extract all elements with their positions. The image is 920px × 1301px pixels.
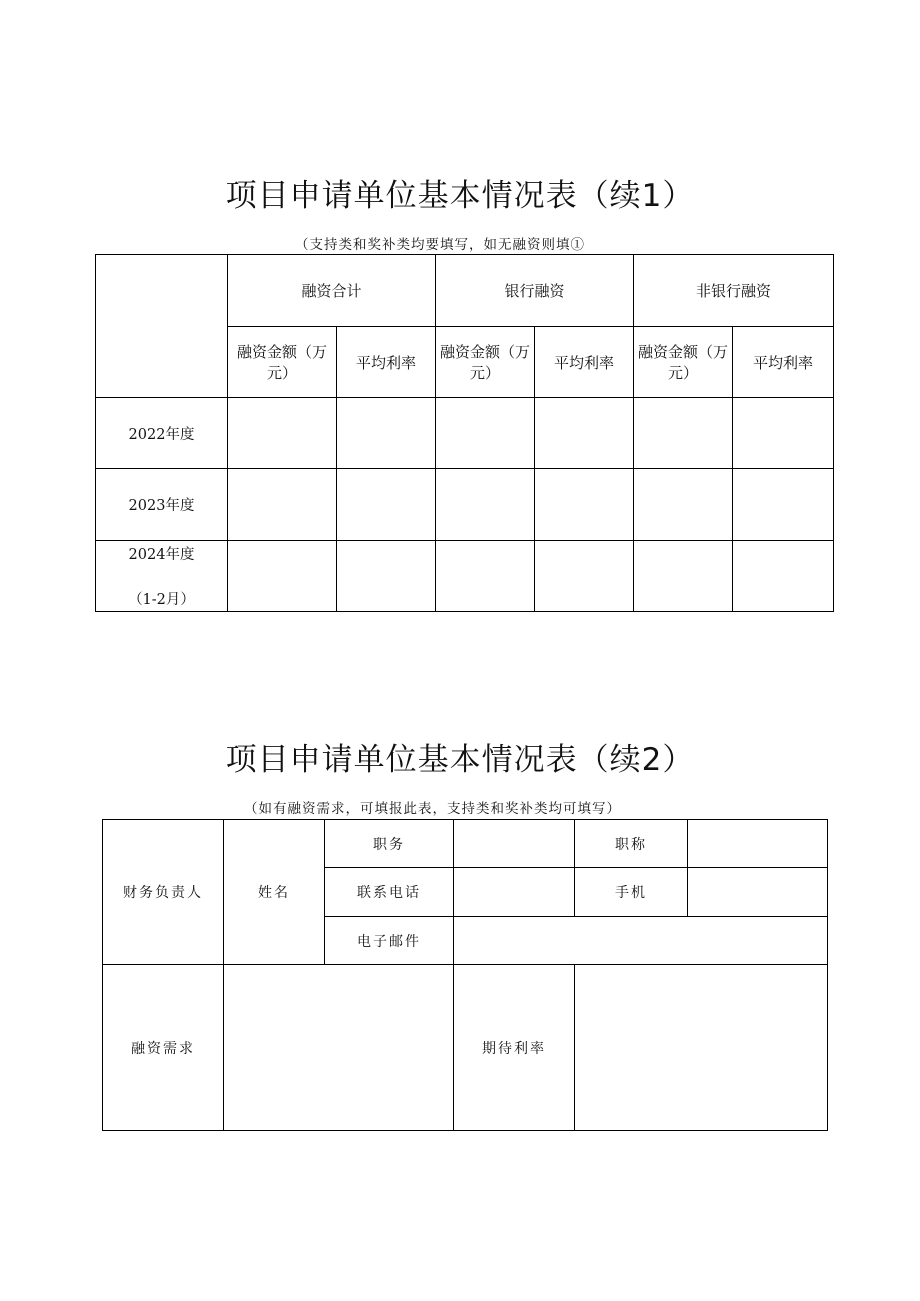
- email-label: 电子邮件: [325, 917, 454, 965]
- table2-note: （如有融资需求，可填报此表，支持类和奖补类均可填写）: [244, 801, 621, 817]
- input-cell[interactable]: [228, 398, 337, 469]
- phone-input[interactable]: [454, 868, 575, 917]
- group-header-nonbank: 非银行融资: [634, 255, 834, 327]
- year-cell: [96, 541, 228, 612]
- year-label: 2022年度: [128, 426, 195, 443]
- input-cell[interactable]: [634, 469, 733, 541]
- table1-title: 项目申请单位基本情况表（续1）: [225, 178, 695, 214]
- job-title-label: 职称: [575, 820, 688, 868]
- input-cell[interactable]: [733, 541, 834, 612]
- input-cell[interactable]: [733, 398, 834, 469]
- email-input[interactable]: [454, 917, 828, 965]
- finance-head-label: 财务负责人: [103, 820, 224, 965]
- position-input[interactable]: [454, 820, 575, 868]
- demand-input[interactable]: [224, 965, 454, 1131]
- sub-header-amount: 融资金额（万元）: [436, 327, 535, 398]
- sub-header-rate: 平均利率: [535, 327, 634, 398]
- sub-header-amount: 融资金额（万元）: [228, 327, 337, 398]
- job-title-input[interactable]: [688, 820, 828, 868]
- table1-note: （支持类和奖补类均要填写，如无融资则填①: [295, 237, 585, 253]
- input-cell[interactable]: [436, 541, 535, 612]
- input-cell[interactable]: [535, 469, 634, 541]
- phone-label: 联系电话: [325, 868, 454, 917]
- input-cell[interactable]: [228, 541, 337, 612]
- input-cell[interactable]: [436, 469, 535, 541]
- mobile-label: 手机: [575, 868, 688, 917]
- input-cell[interactable]: [228, 469, 337, 541]
- input-cell[interactable]: [733, 469, 834, 541]
- input-cell[interactable]: [535, 398, 634, 469]
- input-cell[interactable]: [337, 398, 436, 469]
- input-cell[interactable]: [337, 469, 436, 541]
- sub-header-amount: 融资金额（万元）: [634, 327, 733, 398]
- expected-rate-label: 期待利率: [454, 965, 575, 1131]
- input-cell[interactable]: [634, 398, 733, 469]
- financing-table: [95, 254, 834, 612]
- corner-cell: [96, 255, 228, 398]
- input-cell[interactable]: [337, 541, 436, 612]
- year-cell: [96, 469, 228, 541]
- group-header-total: 融资合计: [228, 255, 436, 327]
- demand-label: 融资需求: [103, 965, 224, 1131]
- sub-header-rate: 平均利率: [733, 327, 834, 398]
- table2-title: 项目申请单位基本情况表（续2）: [225, 742, 695, 778]
- mobile-input[interactable]: [688, 868, 828, 917]
- name-label: 姓名: [224, 820, 325, 965]
- input-cell[interactable]: [436, 398, 535, 469]
- input-cell[interactable]: [535, 541, 634, 612]
- contact-table: [102, 819, 828, 1131]
- expected-rate-input[interactable]: [575, 965, 828, 1131]
- year-label: 2023年度: [128, 498, 195, 514]
- year-cell: [96, 398, 228, 469]
- group-header-bank: 银行融资: [436, 255, 634, 327]
- input-cell[interactable]: [634, 541, 733, 612]
- period-label: （1-2月）: [128, 592, 195, 608]
- sub-header-rate: 平均利率: [337, 327, 436, 398]
- position-label: 职务: [325, 820, 454, 868]
- year-label: 2024年度: [128, 547, 195, 563]
